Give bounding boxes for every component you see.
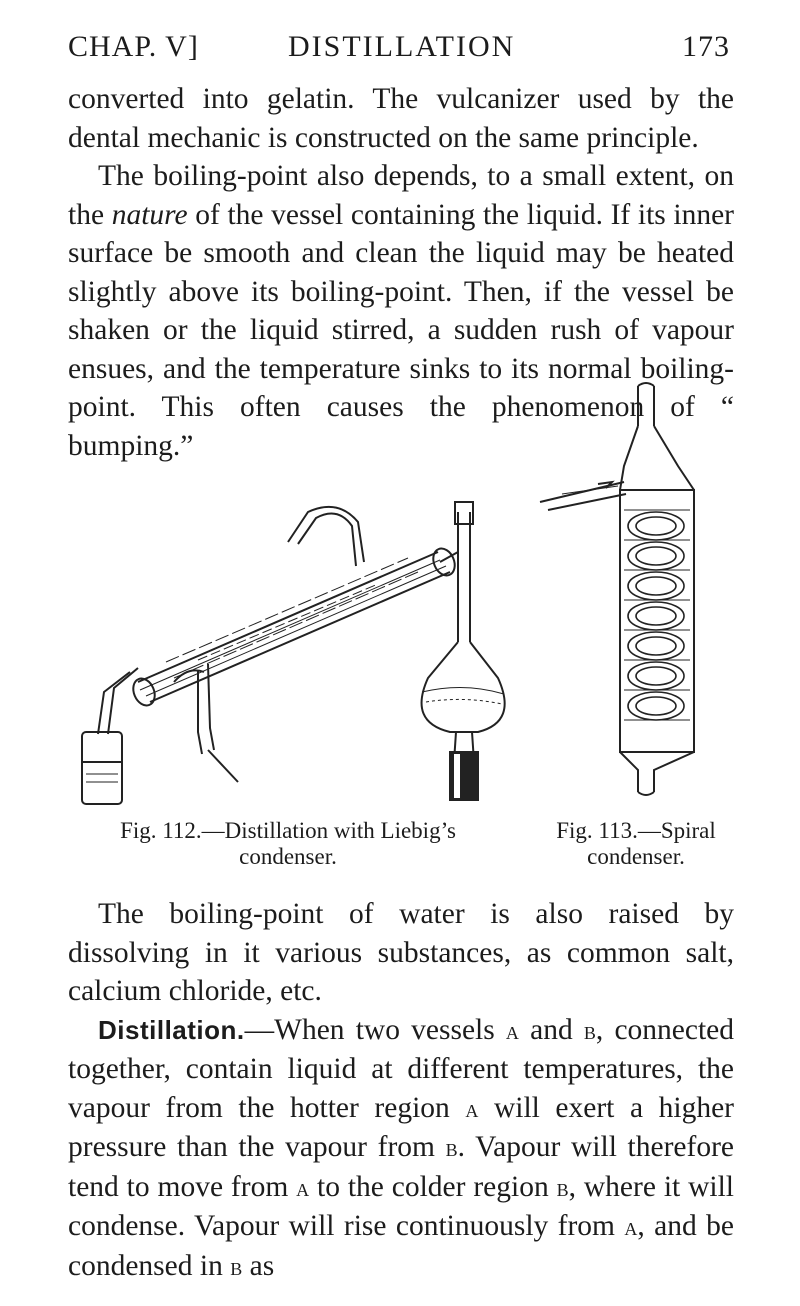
paragraph-text: , connected together, contain liquid at different temperatures, the vapour from the hotter region bbox=[68, 1013, 735, 1124]
paragraph-text: , where it will condense. Vapour will rise continuously from bbox=[68, 1170, 734, 1242]
vessel-letter: a bbox=[505, 1015, 519, 1045]
paragraph-distillation bbox=[68, 1011, 734, 1287]
liebig-condenser-illustration bbox=[78, 492, 498, 812]
spiral-condenser-illustration bbox=[528, 386, 746, 812]
chapter-label: CHAP. V] bbox=[68, 30, 199, 63]
caption-line: condenser. bbox=[587, 844, 685, 869]
paragraph-text: of the vessel containing the liquid. If its inner surface be smooth and clean the liquid may be heated slightly above its boiling-point. Then, if the vessel be shaken or the liquid stirred, a sudden rush of vapour ensues, and the temperature sinks to its normal boiling-point. This often causes the phenomenon of “ bumping.” bbox=[68, 198, 734, 462]
paragraph-text: and bbox=[518, 1013, 584, 1046]
vessel-letter: a bbox=[465, 1093, 479, 1123]
paragraph-text: as bbox=[242, 1249, 275, 1282]
emphasis-text: nature bbox=[111, 198, 188, 231]
caption-line: Fig. 112.—Distillation with Liebig’s bbox=[120, 818, 456, 843]
paragraph-text: . Vapour will therefore tend to move from bbox=[68, 1131, 734, 1203]
paragraph-text: The boiling-point of water is also raised by dissolving in it various substances, as common salt, calcium chloride, etc. bbox=[68, 898, 734, 1007]
caption-line: Fig. 113.—Spiral bbox=[556, 818, 716, 843]
caption-line: condenser. bbox=[239, 844, 337, 869]
figure-liebig-condenser bbox=[78, 492, 498, 812]
paragraph-text: converted into gelatin. The vulcanizer used by the dental mechanic is constructed on the same principle. bbox=[68, 83, 734, 154]
vessel-letter: a bbox=[296, 1172, 310, 1202]
running-header bbox=[68, 30, 730, 66]
paragraph-continuation bbox=[68, 80, 734, 157]
running-title: DISTILLATION bbox=[288, 30, 516, 63]
paragraph-text: The boiling-point also depends, to a small extent, on the bbox=[68, 160, 734, 231]
paragraph-text: to the colder region bbox=[309, 1170, 557, 1203]
vessel-letter: b bbox=[230, 1251, 243, 1281]
section-run-in-heading: Distillation. bbox=[98, 1014, 245, 1045]
paragraph-salt bbox=[68, 895, 734, 1011]
paragraph-text: will exert a higher pressure than the vapour from bbox=[68, 1091, 734, 1163]
vessel-letter: a bbox=[624, 1212, 638, 1241]
figure-112-caption bbox=[84, 818, 492, 870]
lower-text-block bbox=[68, 895, 734, 1286]
paragraph-text: —When two vessels bbox=[244, 1013, 506, 1046]
figure-113-caption bbox=[506, 818, 766, 870]
paragraph-text: , and be condensed in bbox=[68, 1210, 735, 1282]
page-number: 173 bbox=[682, 30, 730, 63]
vessel-letter: b bbox=[445, 1133, 458, 1162]
figure-spiral-condenser bbox=[528, 386, 746, 812]
vessel-letter: b bbox=[583, 1015, 596, 1045]
vessel-letter: b bbox=[556, 1172, 569, 1202]
